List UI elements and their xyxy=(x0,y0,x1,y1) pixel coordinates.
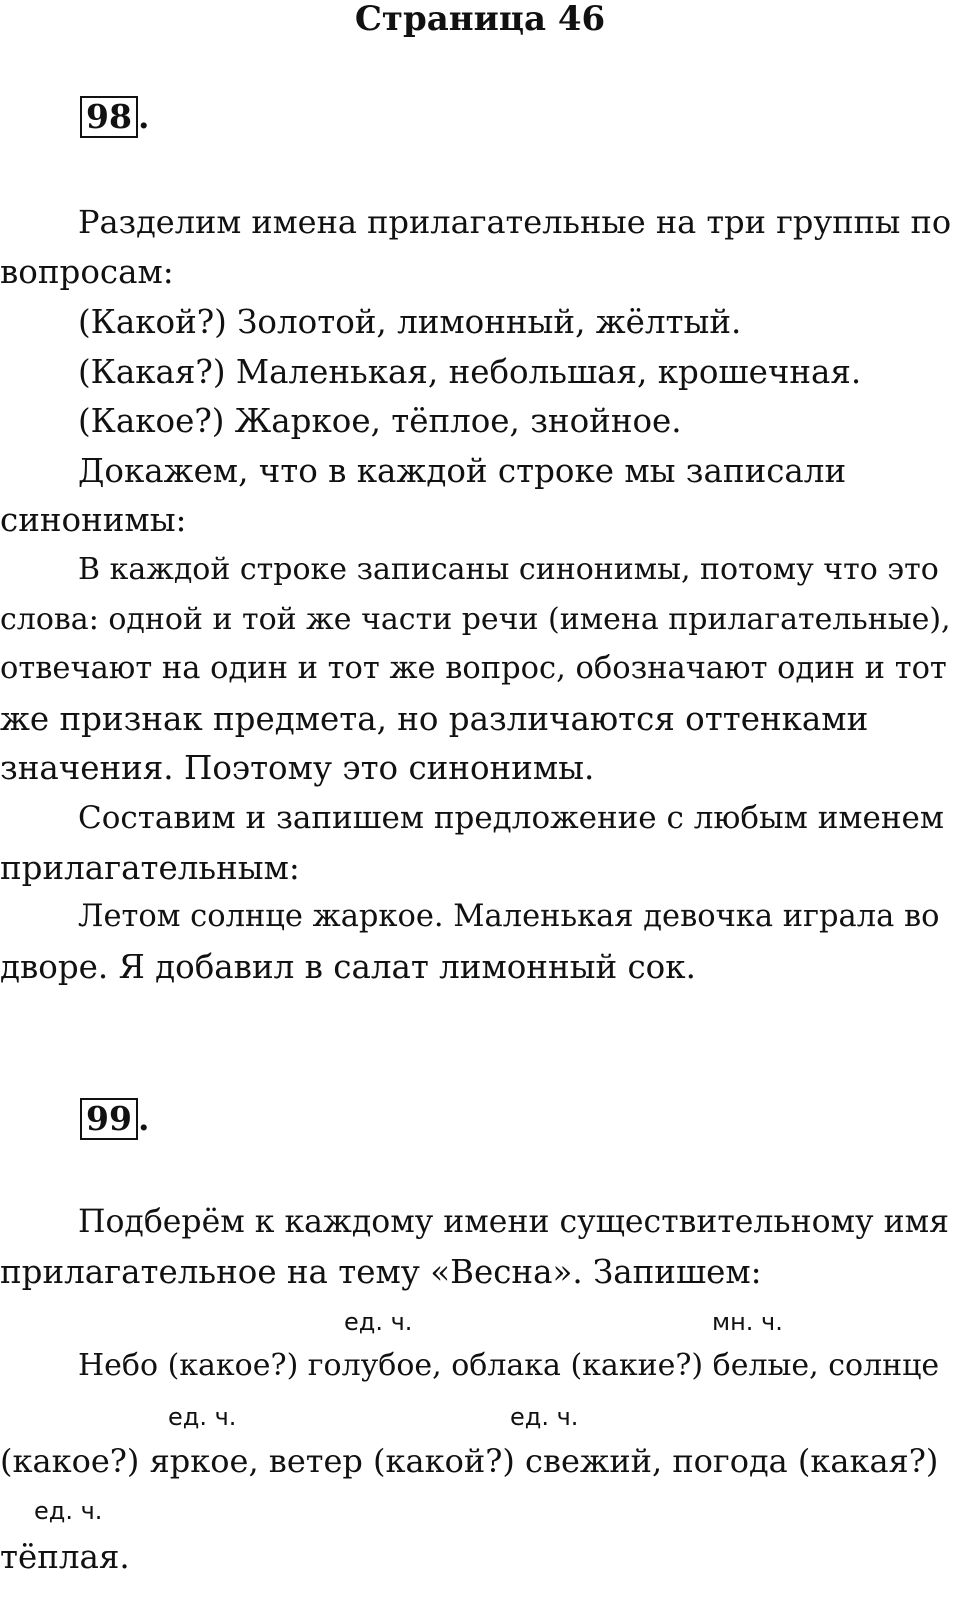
text-line: (Какая?) Маленькая, небольшая, крошечная. xyxy=(78,353,862,391)
number-annotation: ед. ч. xyxy=(168,1403,237,1431)
number-annotation: ед. ч. xyxy=(510,1403,579,1431)
number-annotation: ед. ч. xyxy=(34,1497,103,1525)
text-line: Составим и запишем предложение с любым именем xyxy=(78,800,944,836)
text-line: Летом солнце жаркое. Маленькая девочка играла во xyxy=(78,899,940,934)
task-number-box: 98 xyxy=(80,96,138,138)
text-line: Подберём к каждому имени существительному имя xyxy=(78,1204,949,1240)
text-line: В каждой строке записаны синонимы, потому что это xyxy=(78,552,939,587)
text-line: (какое?) яркое, ветер (какой?) свежий, погода (какая?) xyxy=(0,1442,939,1480)
text-line: (Какое?) Жаркое, тёплое, знойное. xyxy=(78,402,682,440)
text-line: значения. Поэтому это синонимы. xyxy=(0,749,595,787)
text-line: прилагательное на тему «Весна». Запишем: xyxy=(0,1253,762,1291)
task-number-99 xyxy=(80,1098,149,1140)
text-line: слова: одной и той же части речи (имена прилагательные), xyxy=(0,602,951,637)
number-annotation: ед. ч. xyxy=(344,1308,413,1336)
text-line: Небо (какое?) голубое, облака (какие?) белые, солнце xyxy=(78,1348,940,1383)
task-number-dot: . xyxy=(137,1099,150,1138)
task-number-box: 99 xyxy=(80,1098,138,1140)
task-number-98 xyxy=(80,96,149,138)
text-line: же признак предмета, но различаются оттенками xyxy=(0,700,869,738)
text-line: дворе. Я добавил в салат лимонный сок. xyxy=(0,948,696,986)
text-line: (Какой?) Золотой, лимонный, жёлтый. xyxy=(78,303,742,341)
task-number-dot: . xyxy=(137,97,150,136)
text-line: отвечают на один и тот же вопрос, обозначают один и тот xyxy=(0,651,947,686)
page-title: Страница 46 xyxy=(354,0,606,39)
text-line: тёплая. xyxy=(0,1538,130,1576)
number-annotation: мн. ч. xyxy=(712,1308,783,1336)
text-line: синонимы: xyxy=(0,501,187,539)
text-line: прилагательным: xyxy=(0,849,300,887)
text-line: вопросам: xyxy=(0,253,174,291)
text-line: Разделим имена прилагательные на три группы по xyxy=(78,203,952,241)
text-line: Докажем, что в каждой строке мы записали xyxy=(78,452,847,490)
